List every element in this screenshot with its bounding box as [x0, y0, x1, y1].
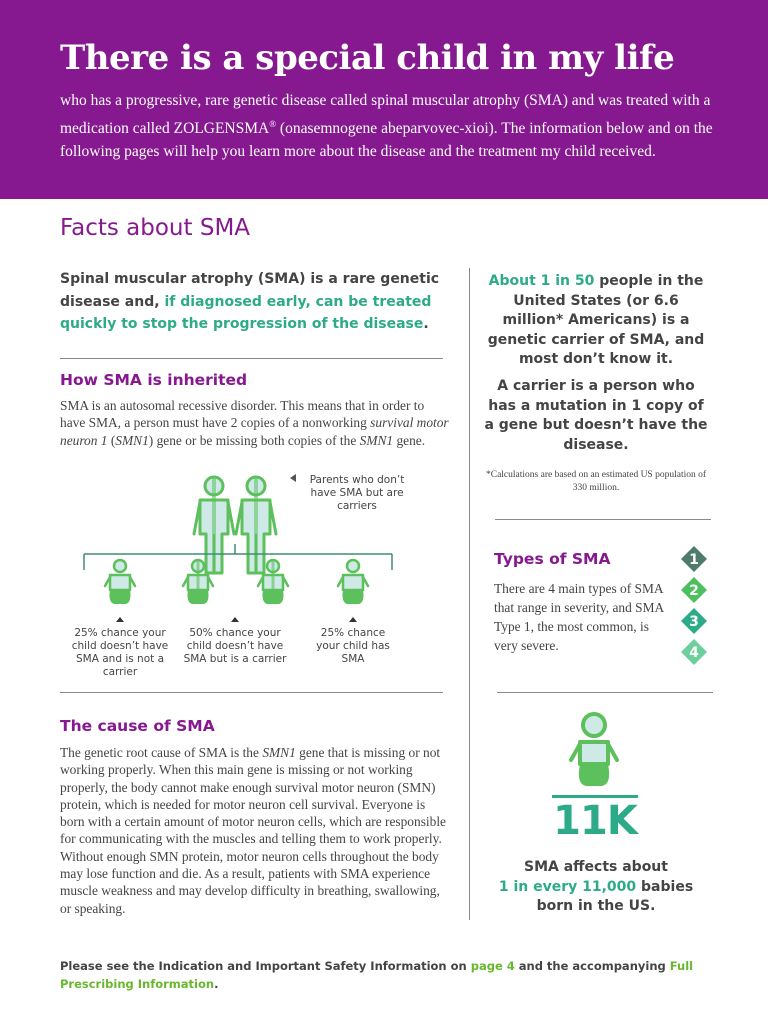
prevalence-stat: SMA affects about 1 in every 11,000 babies born in the US.: [498, 859, 694, 914]
type-badge-1: [680, 545, 708, 573]
arrow-up-icon: [231, 617, 239, 622]
header-intro: who has a progressive, rare genetic disease called spinal muscular atrophy (SMA) and was treated with a medication called ZOLGENSMA® (onasemnogene abeparvovec-xioi). The information below and on the following pages will help you learn more about the disease and the treatment my child received.: [60, 92, 713, 161]
divider: [60, 358, 443, 359]
column-divider: [469, 268, 470, 920]
type-badge-label: 3: [689, 614, 699, 630]
types-text: There are 4 main types of SMA that range in severity, and SMA Type 1, the most common, is very severe.: [494, 581, 664, 653]
type-badge-label: 2: [689, 583, 699, 599]
baby-icon: [338, 560, 368, 604]
arrow-up-icon: [116, 617, 124, 622]
facts-intro: Spinal muscular atrophy (SMA) is a rare genetic disease and, if diagnosed early, can be treated quickly to stop the progression of the disease.: [60, 271, 440, 332]
type-badge-2: [680, 576, 708, 604]
parent-icon: [194, 477, 234, 573]
arrow-left-icon: [290, 474, 296, 482]
inherited-text: SMA is an autosomal recessive disorder. This means that in order to have SMA, a person must have 2 copies of a nonworking survival motor neuron 1 (SMN1) gene or be missing both copies of the SMN1 gene.: [60, 398, 449, 448]
child-caption-2: 50% chance your child doesn’t have SMA but is a carrier: [183, 627, 287, 665]
type-badge-label: 4: [689, 645, 699, 661]
type-badge-label: 1: [689, 552, 699, 568]
baby-icon: [105, 560, 135, 604]
page-4-link[interactable]: page 4: [470, 959, 515, 973]
header-banner: [0, 0, 768, 199]
facts-title: Facts about SMA: [60, 215, 251, 241]
divider: [495, 519, 711, 520]
page-title: There is a special child in my life: [60, 38, 675, 78]
population-footnote: *Calculations are based on an estimated US population of 330 million.: [485, 470, 707, 493]
cause-text: The genetic root cause of SMA is the SMN1 gene that is missing or not working properly. When this main gene is missing or not working properly, the body cannot make enough survival motor neuron (SMN) protein, which is needed for motor neuron cell survival. Everyone is born with a certain amount of motor neuron cells, which are responsible for communicating with the muscles and telling them to work properly. Without enough SMN protein, motor neuron cells throughout the body may lose function and die. As a result, patients with SMA experience muscle weakness and may develop difficulty in breathing, swallowing, or speaking.: [60, 745, 446, 916]
type-badge-3: [680, 607, 708, 635]
inherited-heading: How SMA is inherited: [60, 371, 248, 389]
baby-stat-icon: [566, 710, 622, 792]
arrow-up-icon: [349, 617, 357, 622]
parents-caption: Parents who don’t have SMA but are carriers: [309, 474, 405, 512]
carrier-definition: A carrier is a person who has a mutation in 1 copy of a gene but doesn’t have the disease.: [484, 378, 708, 453]
parent-icon: [236, 477, 276, 573]
types-heading: Types of SMA: [494, 550, 611, 568]
prescribing-info-link[interactable]: Full Prescribing Information: [60, 959, 694, 991]
footer-note: Please see the Indication and Important Safety Information on page 4 and the accompanying Full Prescribing Information.: [60, 959, 694, 991]
carrier-stat: About 1 in 50 people in the United States (or 6.6 million* Americans) is a genetic carrier of SMA, and most don’t know it.: [487, 273, 705, 367]
facts-intro-highlight: if diagnosed early, can be treated quickly to stop the progression of the disease: [60, 293, 432, 332]
type-badge-4: [680, 638, 708, 666]
big-stat-11k: 11K: [553, 798, 637, 844]
divider: [497, 692, 713, 693]
child-caption-1: 25% chance your child doesn’t have SMA and is not a carrier: [71, 627, 169, 678]
child-caption-3: 25% chance your child has SMA: [316, 627, 390, 665]
cause-heading: The cause of SMA: [60, 717, 215, 735]
